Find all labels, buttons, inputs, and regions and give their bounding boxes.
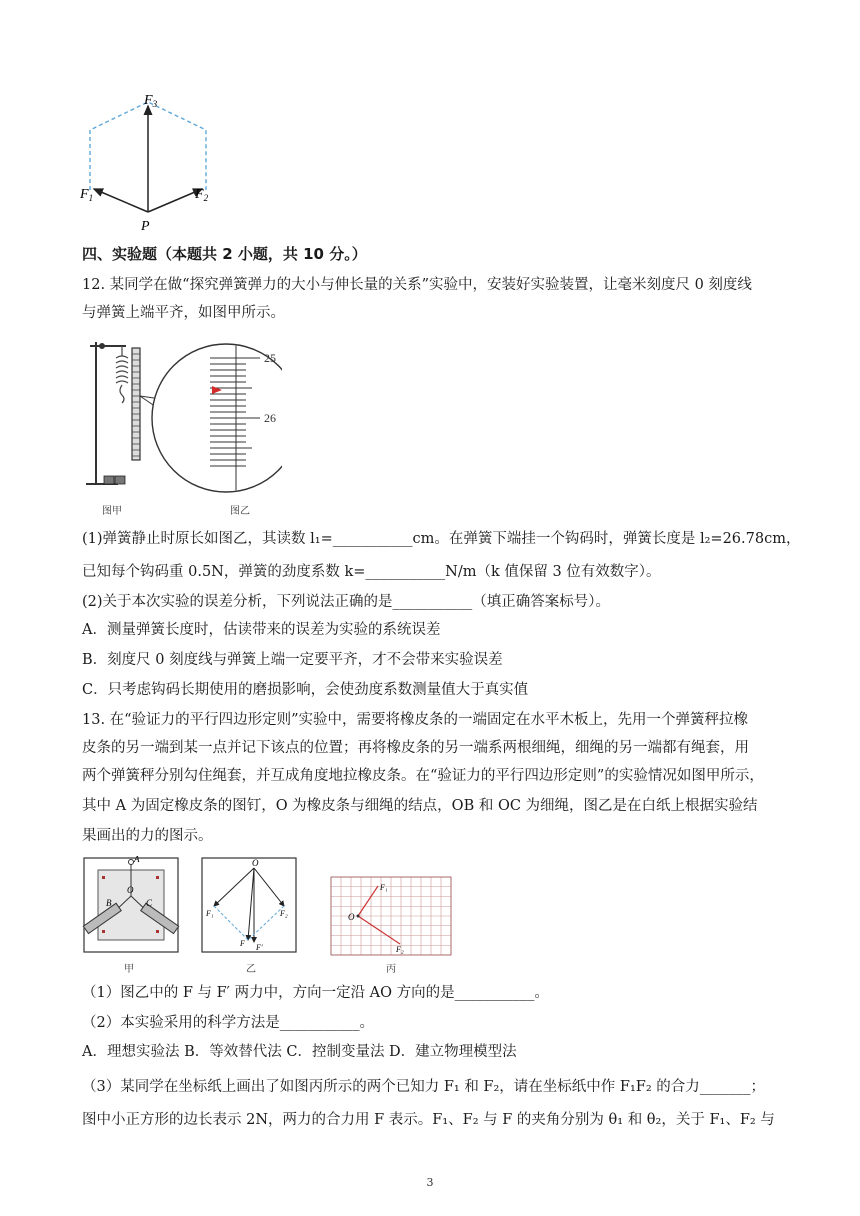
q12-option-b: B．刻度尺 0 刻度线与弹簧上端一定要平齐，才不会带来实验误差 — [82, 652, 503, 668]
q13-line1: 13. 在“验证力的平行四边形定则”实验中，需要将橡皮条的一端固定在水平木板上，先用一个弹簧秤拉橡 — [82, 712, 748, 728]
tick-25: 25 — [264, 351, 276, 365]
figure-jia-board — [82, 856, 182, 956]
arrow-f2 — [148, 189, 202, 212]
spring — [116, 346, 128, 403]
arrow-f1 — [94, 189, 148, 212]
caption-tu-jia: 图甲 — [102, 506, 122, 517]
svg-text:F: F — [240, 939, 245, 948]
vertical-ruler — [132, 348, 140, 460]
q13-part2: （2）本实验采用的科学方法是___________。 — [82, 1015, 374, 1031]
svg-text:F₁: F₁ — [380, 883, 388, 892]
svg-text:F₁: F₁ — [206, 909, 214, 918]
q13-line2: 皮条的另一端到某一点并记下该点的位置；再将橡皮条的另一端系两根细绳，细绳的另一端都有绳套，用 — [82, 740, 749, 756]
q13-part3-line2: 图中小正方形的边长表示 2N，两力的合力用 F 表示。F₁、F₂ 与 F 的夹角分别为 θ₁ 和 θ₂，关于 F₁、F₂ 与 — [82, 1112, 775, 1128]
svg-text:C: C — [146, 898, 153, 908]
q13-line5: 果画出的力的图示。 — [82, 828, 213, 844]
svg-text:A: A — [134, 856, 140, 864]
q12-part2: (2)关于本次实验的误差分析，下列说法正确的是___________（填正确答案标号）。 — [82, 594, 611, 610]
section-heading: 四、实验题（本题共 2 小题，共 10 分。） — [82, 245, 367, 263]
label-p: P — [141, 219, 150, 234]
q12-option-c: C．只考虑钩码长期使用的磨损影响，会使劲度系数测量值大于真实值 — [82, 682, 529, 698]
caption-bing: 丙 — [386, 964, 396, 975]
q13-options: A．理想实验法 B．等效替代法 C．控制变量法 D．建立物理模型法 — [82, 1044, 517, 1060]
figure-bing-grid — [330, 876, 452, 956]
q12-line2: 与弹簧上端平齐，如图甲所示。 — [82, 305, 285, 321]
weights — [104, 476, 125, 484]
svg-text:F′: F′ — [256, 943, 263, 952]
svg-text:B: B — [106, 898, 112, 908]
q12-option-a: A．测量弹簧长度时，估读带来的误差为实验的系统误差 — [82, 622, 441, 638]
q13-line3: 两个弹簧秤分别勾住绳套，并互成角度地拉橡皮条。在“验证力的平行四边形定则”的实验情况如图甲所示， — [82, 768, 764, 784]
page-number: 3 — [426, 1176, 434, 1189]
q13-part1: （1）图乙中的 F 与 F′ 两力中，方向一定沿 AO 方向的是___________。 — [82, 985, 549, 1001]
caption-tu-yi: 图乙 — [230, 506, 250, 517]
q13-part3-line1: （3）某同学在坐标纸上画出了如图丙所示的两个已知力 F₁ 和 F₂，请在坐标纸中作 F₁F₂ 的合力_______； — [82, 1079, 766, 1095]
q12-line1: 12. 某同学在做“探究弹簧弹力的大小与伸长量的关系”实验中，安装好实验装置，让毫米刻度尺 0 刻度线 — [82, 277, 752, 293]
q12-part1-line2: 已知每个钩码重 0.5N，弹簧的劲度系数 k=___________N/m（k 值保留 3 位有效数字）。 — [82, 564, 661, 580]
pointer-marker — [212, 386, 222, 394]
q13-line4: 其中 A 为固定橡皮条的图钉，O 为橡皮条与细绳的结点，OB 和 OC 为细绳，图乙是在白纸上根据实验结 — [82, 798, 758, 814]
caption-yi: 乙 — [246, 964, 256, 975]
svg-text:O: O — [348, 912, 355, 922]
svg-text:O: O — [127, 885, 134, 895]
magnified-ruler — [170, 342, 320, 492]
figure-yi-forces — [200, 856, 300, 956]
caption-jia: 甲 — [124, 964, 134, 975]
svg-text:F₂: F₂ — [280, 909, 288, 918]
tick-26: 26 — [264, 411, 276, 425]
force-hexagon-figure — [78, 92, 218, 234]
label-f2: $F_2$ — [195, 187, 209, 203]
q12-part1-line1: (1)弹簧静止时原长如图乙，其读数 l₁=___________cm。在弹簧下端挂一个钩码时，弹簧长度是 l₂=26.78cm， — [82, 531, 801, 547]
svg-text:O: O — [252, 858, 259, 868]
label-f1: $F_1$ — [80, 187, 94, 203]
svg-text:F₂: F₂ — [396, 945, 404, 954]
label-f3: $F_3$ — [144, 93, 158, 109]
